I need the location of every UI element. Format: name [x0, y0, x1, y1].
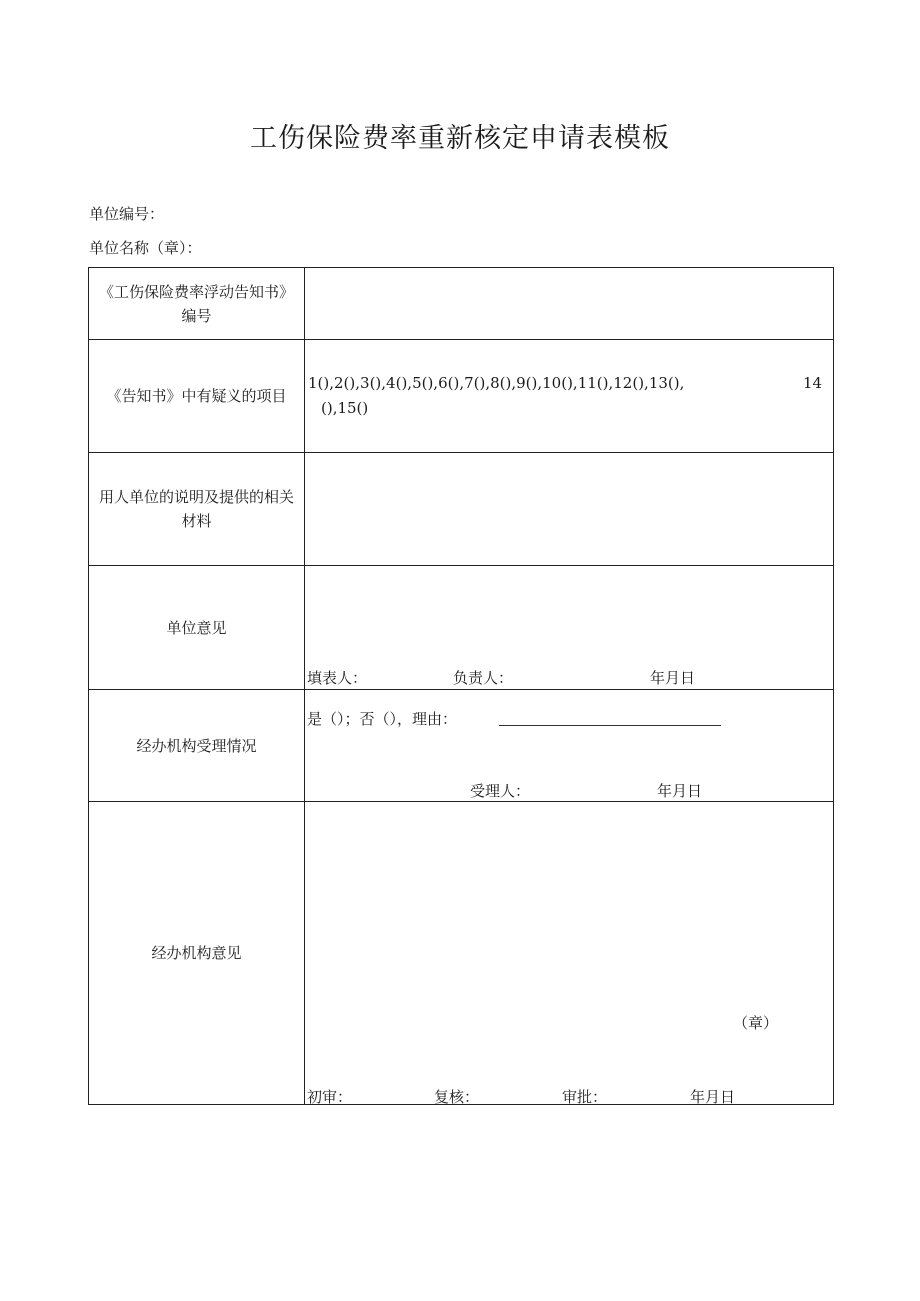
responsible-label: 负责人：	[453, 669, 514, 687]
recheck-label: 复核：	[434, 1088, 480, 1106]
agency-opinion-field[interactable]	[305, 802, 833, 1104]
acceptance-date-label: 年月日	[657, 782, 703, 800]
disputed-items-label-text: 《告知书》中有疑义的项目	[106, 387, 287, 405]
disputed-items-line-1-end: 14	[803, 374, 823, 392]
notice-number-label-text: 《工伤保险费率浮动告知书》编号	[98, 282, 294, 325]
seal-label: （章）	[733, 1014, 779, 1032]
agency-acceptance-label	[89, 690, 305, 801]
receiver-label: 受理人：	[470, 782, 531, 800]
unit-opinion-label	[89, 566, 305, 689]
disputed-items-field[interactable]	[305, 340, 833, 452]
unit-opinion-date-label: 年月日	[650, 669, 696, 687]
notice-number-row	[89, 268, 833, 340]
unit-opinion-row	[89, 566, 833, 690]
employer-explanation-label	[89, 453, 305, 565]
agency-acceptance-row	[89, 690, 833, 802]
employer-explanation-field[interactable]	[305, 453, 833, 565]
agency-opinion-label-text: 经办机构意见	[151, 944, 242, 962]
disputed-items-line-1: 1(),2(),3(),4(),5(),6(),7(),8(),9(),10(),11(),12(),13(),	[308, 374, 685, 392]
notice-number-label	[89, 268, 305, 339]
acceptance-choice-text: 是（）；否（），理由：	[307, 710, 458, 728]
filler-label: 填表人：	[307, 669, 368, 687]
agency-opinion-row	[89, 802, 833, 1104]
disputed-items-label	[89, 340, 305, 452]
agency-opinion-label	[89, 802, 305, 1104]
agency-opinion-date-label: 年月日	[690, 1088, 736, 1106]
reason-underline[interactable]	[499, 725, 721, 726]
notice-number-field[interactable]	[305, 268, 833, 339]
approve-label: 审批：	[562, 1088, 608, 1106]
unit-code-label: 单位编号：	[89, 205, 165, 223]
disputed-items-row	[89, 340, 833, 453]
unit-name-label: 单位名称（章）：	[89, 239, 202, 257]
first-review-label: 初审：	[307, 1088, 353, 1106]
agency-acceptance-field[interactable]	[305, 690, 833, 801]
employer-explanation-label-text: 用人单位的说明及提供的相关材料	[98, 488, 294, 530]
page-title: 工伤保险费率重新核定申请表模板	[250, 123, 670, 154]
employer-explanation-row	[89, 453, 833, 566]
application-form-table	[88, 267, 834, 1105]
agency-acceptance-label-text: 经办机构受理情况	[136, 736, 257, 755]
disputed-items-line-2: (),15()	[321, 399, 369, 417]
unit-opinion-field[interactable]	[305, 566, 833, 689]
unit-opinion-label-text: 单位意见	[166, 618, 227, 637]
